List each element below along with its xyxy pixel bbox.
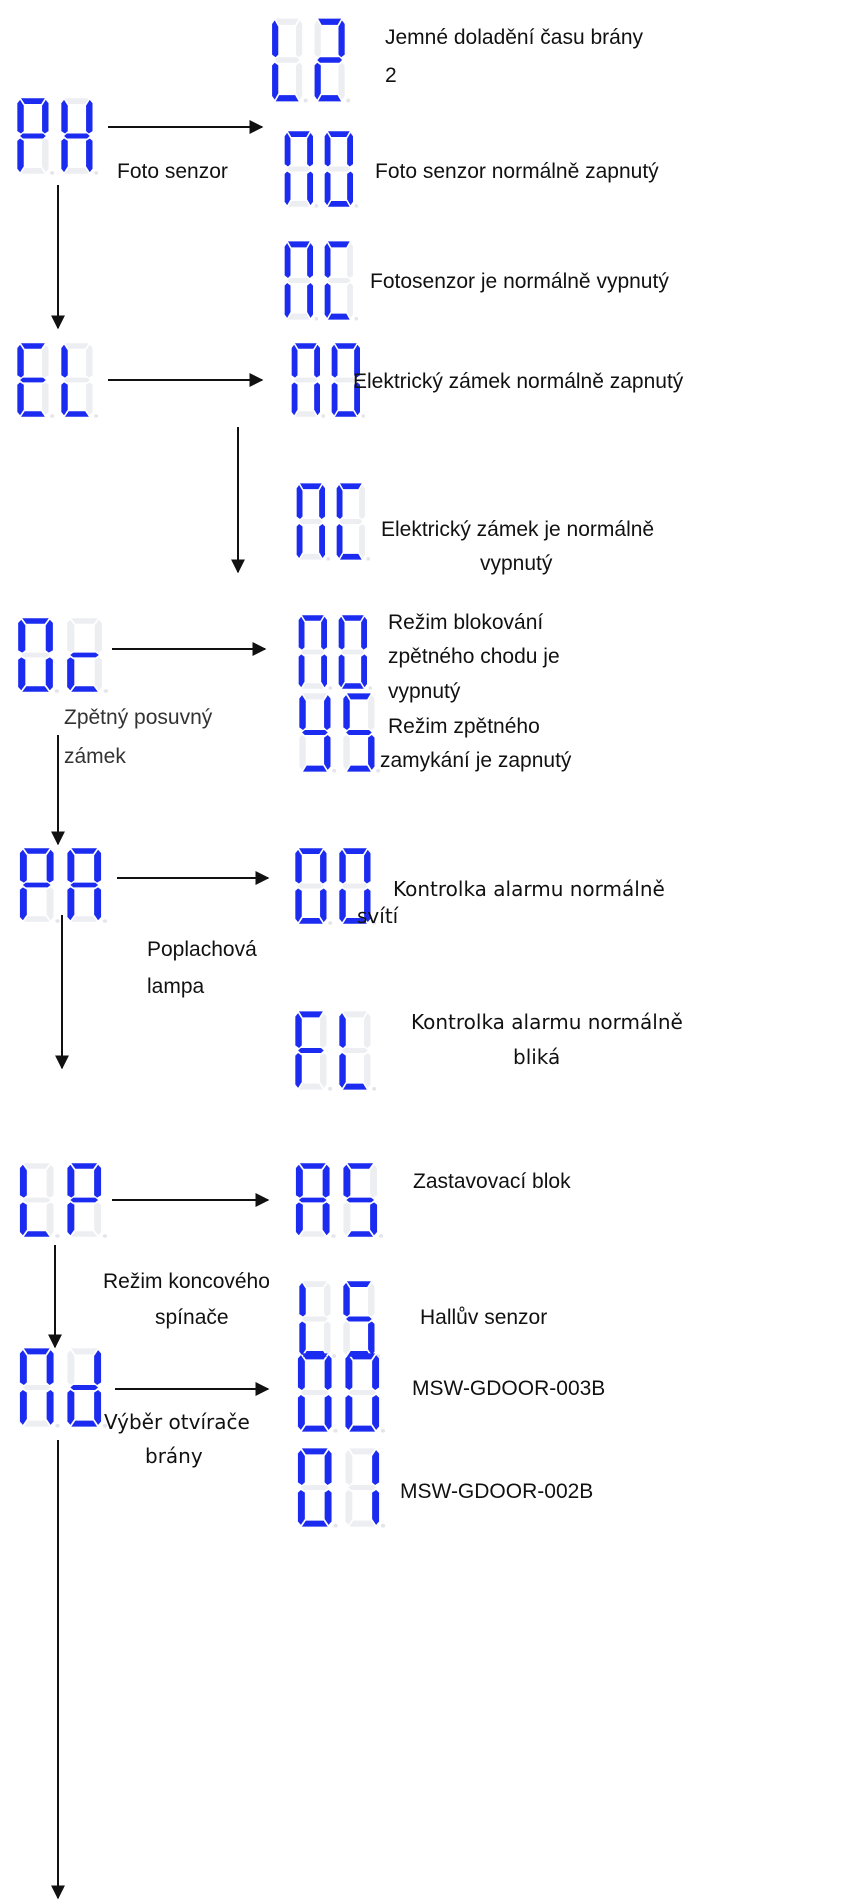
display-ys xyxy=(292,690,380,775)
display-fl xyxy=(288,1008,376,1093)
seven-segment-glyphs xyxy=(265,15,350,105)
stop-block-description: Zastavovací blok xyxy=(413,1170,571,1193)
reverse-lock-label-line1: Zpětný posuvný xyxy=(64,706,213,729)
alarm-on-description-line1: Kontrolka alarmu normálně xyxy=(393,877,665,901)
l2-description-line1: Jemné doladění času brány xyxy=(385,26,643,49)
reverse-ys-description-line2: zamykání je zapnutý xyxy=(380,749,572,772)
display-nd xyxy=(12,1345,107,1430)
lock-nc-description-line2: vypnutý xyxy=(480,552,553,575)
display-nc-photo xyxy=(278,238,358,323)
display-no-reverse xyxy=(292,612,372,692)
seven-segment-glyphs xyxy=(278,238,358,323)
display-no-photo xyxy=(278,128,358,210)
alarm-on-description-line2: svítí xyxy=(357,904,399,928)
photo-sensor-label: Foto senzor xyxy=(117,160,228,183)
alarm-lamp-label-line1: Poplachová xyxy=(147,938,257,961)
limit-switch-label-line1: Režim koncového xyxy=(103,1270,270,1293)
alarm-blink-description-line2: bliká xyxy=(513,1045,561,1069)
display-lp xyxy=(12,1160,107,1240)
opener-selection-label-line2: brány xyxy=(145,1444,203,1468)
display-pa xyxy=(12,845,107,925)
photo-nc-description: Fotosenzor je normálně vypnutý xyxy=(370,270,669,293)
limit-switch-label-line2: spínače xyxy=(155,1306,229,1329)
seven-segment-glyphs xyxy=(10,615,108,695)
seven-segment-glyphs xyxy=(12,845,107,925)
seven-segment-glyphs xyxy=(278,128,358,210)
seven-segment-glyphs xyxy=(290,1445,385,1530)
display-nc-lock xyxy=(290,480,370,563)
model-003b-description: MSW-GDOOR-003B xyxy=(412,1377,606,1400)
alarm-blink-description-line1: Kontrolka alarmu normálně xyxy=(411,1010,683,1034)
photo-no-description: Foto senzor normálně zapnutý xyxy=(375,160,659,183)
reverse-no-description-line2: zpětného chodu je xyxy=(388,645,560,668)
model-002b-description: MSW-GDOOR-002B xyxy=(400,1480,594,1503)
opener-selection-label-line1: Výběr otvírače xyxy=(104,1410,250,1434)
seven-segment-glyphs xyxy=(290,480,370,563)
lock-no-description: Elektrický zámek normálně zapnutý xyxy=(353,370,684,393)
seven-segment-glyphs xyxy=(10,95,98,177)
alarm-lamp-label-line2: lampa xyxy=(147,975,205,998)
seven-segment-glyphs xyxy=(292,612,372,692)
display-ph xyxy=(10,95,98,177)
seven-segment-glyphs xyxy=(292,690,380,775)
display-l2 xyxy=(265,15,350,105)
seven-segment-glyphs xyxy=(290,1350,385,1435)
display-o1 xyxy=(290,1445,385,1530)
display-oo-opener xyxy=(290,1350,385,1435)
lock-nc-description-line1: Elektrický zámek je normálně xyxy=(381,518,655,541)
display-as xyxy=(288,1160,383,1240)
display-oc xyxy=(10,615,108,695)
seven-segment-glyphs xyxy=(12,1160,107,1240)
l2-description-line2: 2 xyxy=(385,64,397,87)
reverse-lock-label-line2: zámek xyxy=(64,745,126,768)
seven-segment-glyphs xyxy=(292,1278,380,1360)
display-ls xyxy=(292,1278,380,1360)
reverse-no-description-line1: Režim blokování xyxy=(388,611,544,634)
seven-segment-glyphs xyxy=(12,1345,107,1430)
reverse-no-description-line3: vypnutý xyxy=(388,680,461,703)
display-el xyxy=(10,340,98,420)
seven-segment-glyphs xyxy=(288,1160,383,1240)
seven-segment-glyphs xyxy=(288,1008,376,1093)
reverse-ys-description-line1: Režim zpětného xyxy=(388,715,540,738)
seven-segment-glyphs xyxy=(10,340,98,420)
hall-sensor-description: Hallův senzor xyxy=(420,1306,548,1329)
